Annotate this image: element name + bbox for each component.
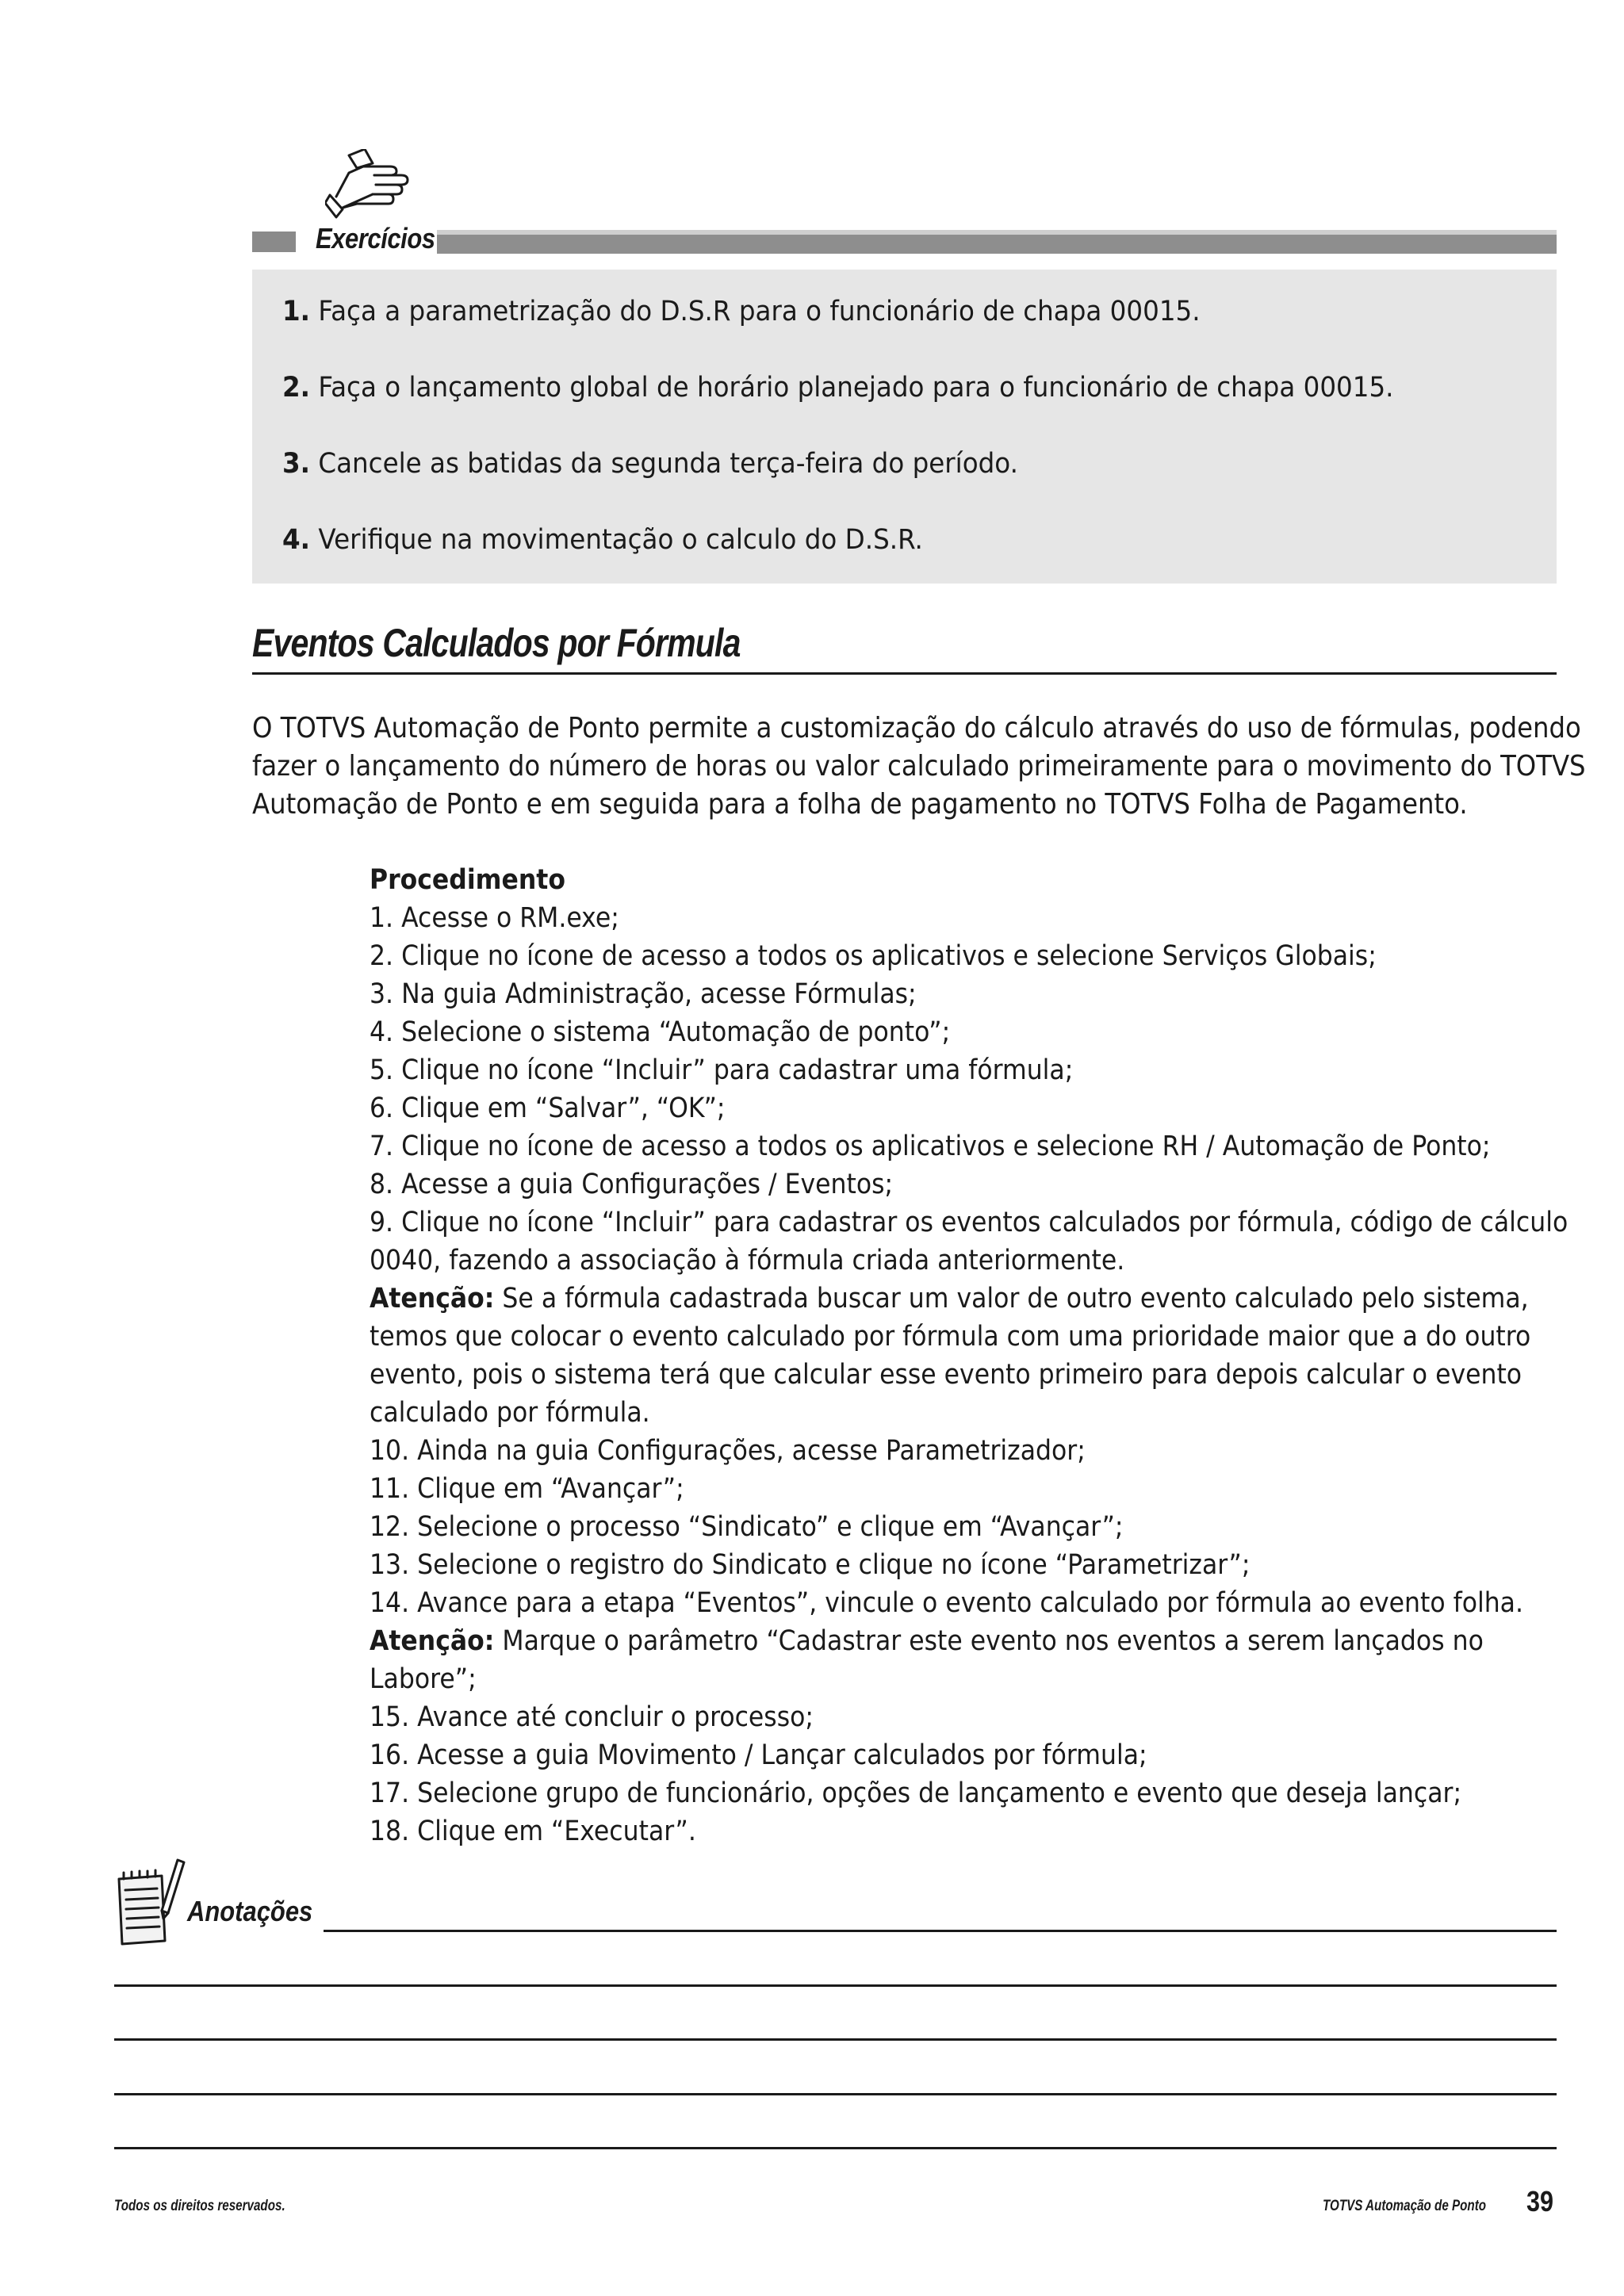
procedure-step: 17. Selecione grupo de funcionário, opções de lançamento e evento que deseja lançar; [370,1777,1462,1809]
procedure-step: 14. Avance para a etapa “Eventos”, vincule o evento calculado por fórmula ao evento folha. [370,1587,1524,1619]
notes-label: Anotações [187,1895,313,1927]
procedure-step: 15. Avance até concluir o processo; [370,1701,814,1733]
page-number: 39 [1526,2185,1554,2218]
exercise-item: 4. Verifique na movimentação o calculo do D.S.R. [282,524,923,556]
footer-copyright: Todos os direitos reservados. [114,2198,285,2214]
procedure-step: 16. Acesse a guia Movimento / Lançar calculados por fórmula; [370,1739,1147,1771]
attention-note-line: calculado por fórmula. [370,1397,650,1429]
procedure-step: 7. Clique no ícone de acesso a todos os aplicativos e selecione RH / Automação de Ponto; [370,1131,1491,1162]
pointing-hand-icon [325,149,412,220]
procedure-step: 1. Acesse o RM.exe; [370,902,619,934]
exercises-bar-right [437,230,1557,254]
attention-note-line: temos que colocar o evento calculado por fórmula com uma prioridade maior que a do outro [370,1321,1531,1353]
attention-note: Atenção: Marque o parâmetro “Cadastrar este evento nos eventos a serem lançados no [370,1625,1484,1657]
notes-line [114,2093,1557,2095]
intro-line: O TOTVS Automação de Ponto permite a customização do cálculo através do uso de fórmulas, podendo [252,712,1581,744]
attention-note: Atenção: Se a fórmula cadastrada buscar um valor de outro evento calculado pelo sistema, [370,1283,1529,1314]
procedure-step: 13. Selecione o registro do Sindicato e clique no ícone “Parametrizar”; [370,1549,1251,1581]
procedure-step: 8. Acesse a guia Configurações / Eventos; [370,1169,894,1200]
intro-line: fazer o lançamento do número de horas ou valor calculado primeiramente para o movimento do TOTVS [252,750,1586,783]
attention-note-line: evento, pois o sistema terá que calcular esse evento primeiro para depois calcular o evento [370,1359,1522,1391]
procedure-step: 6. Clique em “Salvar”, “OK”; [370,1093,726,1124]
procedure-step: 18. Clique em “Executar”. [370,1816,696,1847]
exercise-item: 1. Faça a parametrização do D.S.R para o funcionário de chapa 00015. [282,296,1201,327]
section-title: Eventos Calculados por Fórmula [252,621,741,665]
exercise-item: 2. Faça o lançamento global de horário planejado para o funcionário de chapa 00015. [282,372,1394,404]
procedure-step: 10. Ainda na guia Configurações, acesse Parametrizador; [370,1435,1086,1467]
notes-line [114,1984,1557,1987]
procedure-step: 3. Na guia Administração, acesse Fórmulas; [370,978,917,1010]
procedure-step: 0040, fazendo a associação à fórmula criada anteriormente. [370,1245,1125,1276]
procedure-step: 11. Clique em “Avançar”; [370,1473,684,1505]
notepad-pencil-icon [114,1855,186,1947]
section-rule [252,672,1557,675]
procedure-step: 2. Clique no ícone de acesso a todos os aplicativos e selecione Serviços Globais; [370,940,1377,972]
exercises-bar-left [252,232,296,252]
exercise-item: 3. Cancele as batidas da segunda terça-feira do período. [282,448,1018,480]
exercises-label: Exercícios [316,222,435,254]
notes-line [114,2147,1557,2149]
procedure-step: 9. Clique no ícone “Incluir” para cadastrar os eventos calculados por fórmula, código de cálculo [370,1207,1568,1238]
attention-note-line: Labore”; [370,1663,477,1695]
notes-line [324,1930,1557,1932]
procedure-heading: Procedimento [370,864,565,896]
intro-line: Automação de Ponto e em seguida para a folha de pagamento no TOTVS Folha de Pagamento. [252,788,1468,821]
procedure-step: 4. Selecione o sistema “Automação de ponto”; [370,1016,951,1048]
procedure-step: 5. Clique no ícone “Incluir” para cadastrar uma fórmula; [370,1054,1074,1086]
footer-product: TOTVS Automação de Ponto [1323,2198,1487,2214]
notes-line [114,2038,1557,2041]
procedure-step: 12. Selecione o processo “Sindicato” e clique em “Avançar”; [370,1511,1124,1543]
